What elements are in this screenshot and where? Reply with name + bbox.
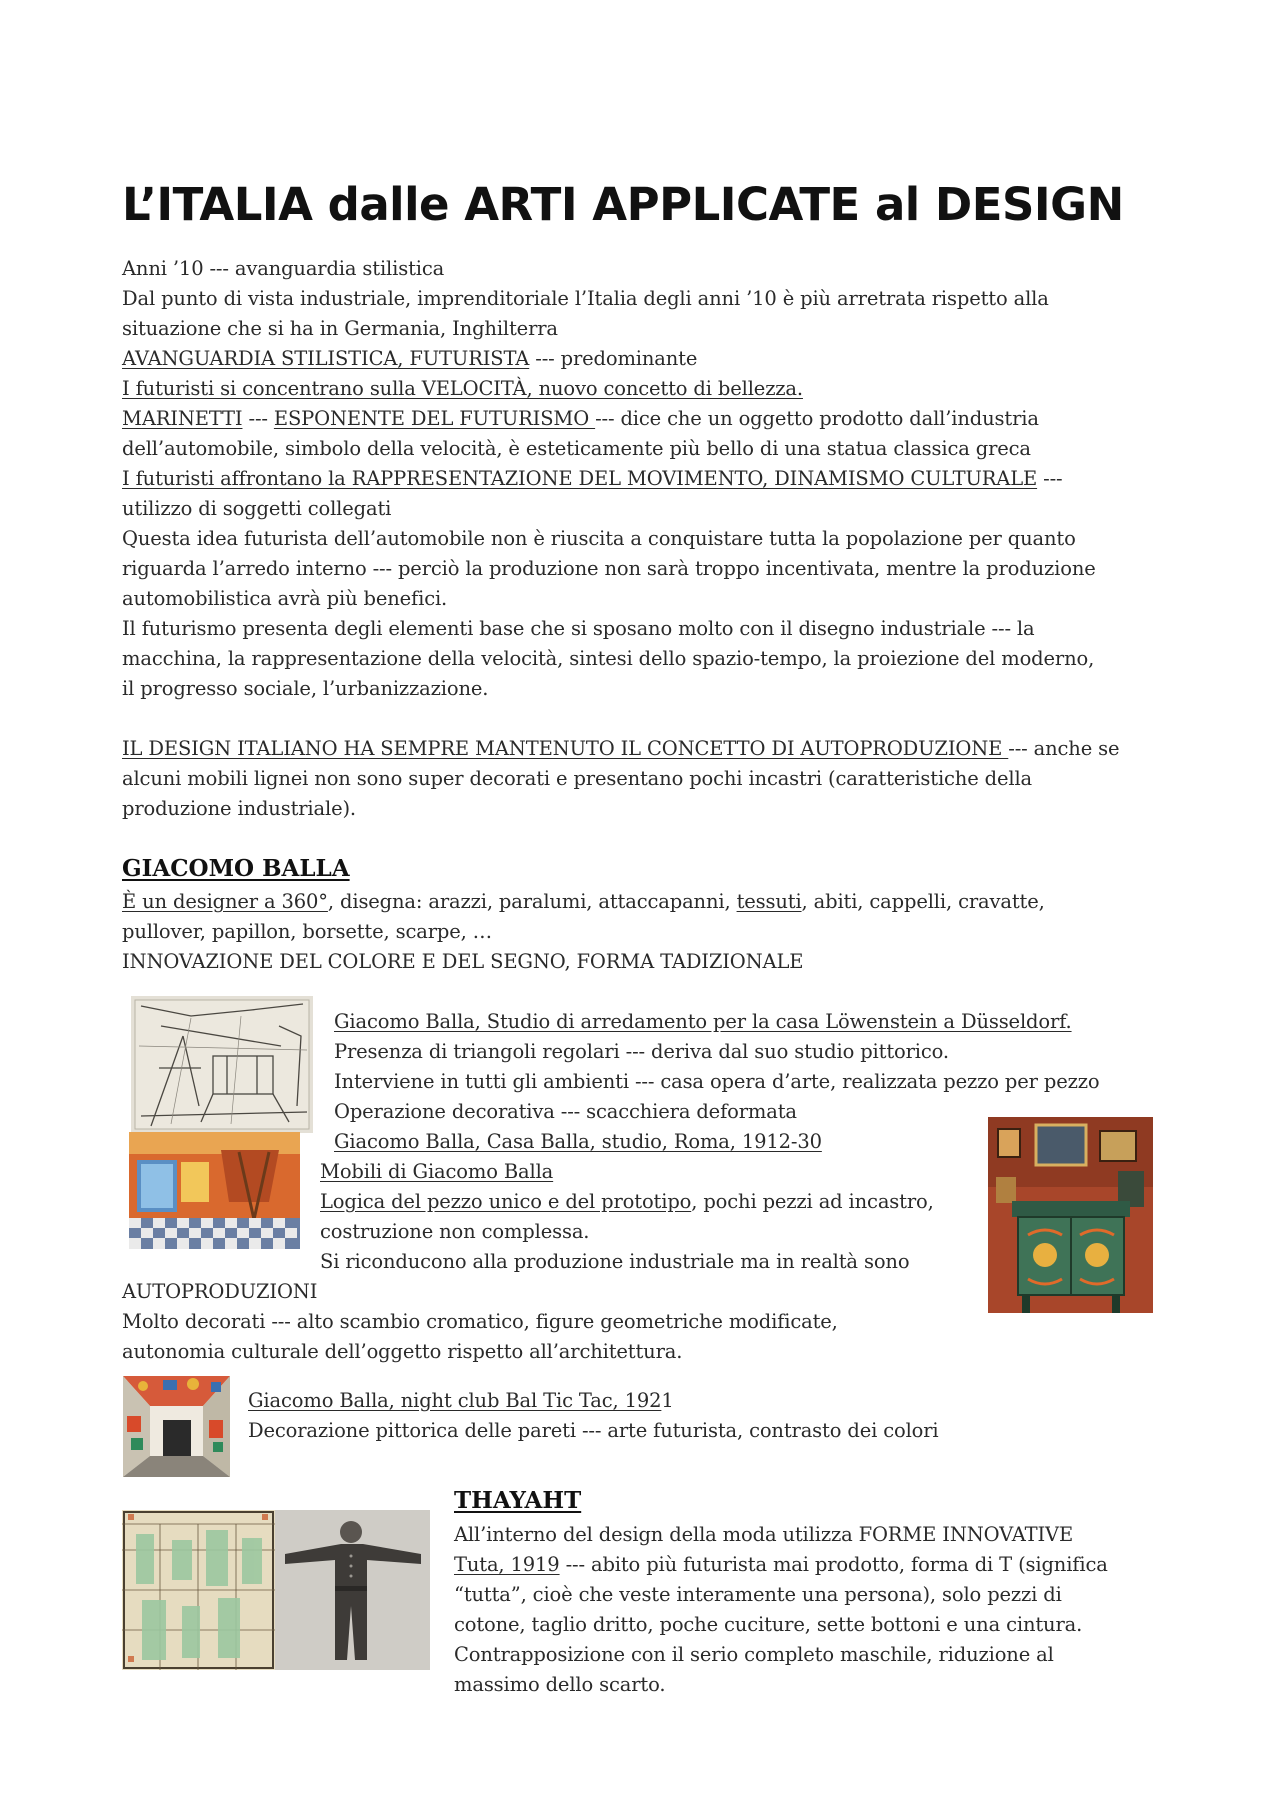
autoproduzione-phrase: IL DESIGN ITALIANO HA SEMPRE MANTENUTO IL CONCETTO DI AUTOPRODUZIONE: [122, 737, 1009, 760]
balla-list-rest: , abiti, cappelli, cravatte,: [801, 890, 1045, 913]
bal-tic-tac-image: [123, 1376, 230, 1477]
lowenstein-sketch-image: [131, 996, 313, 1133]
predominante-text: --- predominante: [529, 347, 698, 370]
balla-line-autoproduzioni: AUTOPRODUZIONI: [122, 1280, 318, 1303]
marinetti-phrase: MARINETTI: [122, 407, 243, 430]
balla-line-3: INNOVAZIONE DEL COLORE E DEL SEGNO, FORMA TADIZIONALE: [122, 950, 804, 973]
intro-line-10: Questa idea futurista dell’automobile non è riuscita a conquistare tutta la popolazione per quanto: [122, 527, 1076, 550]
separator-text: ---: [242, 407, 274, 430]
tuta-photo-image: [275, 1510, 430, 1670]
balla-side-line-9: Si riconducono alla produzione industriale ma in realtà sono: [320, 1250, 910, 1273]
intro-line-11: riguarda l’arredo interno --- perciò la produzione non sarà troppo incentivata, mentre la produzione: [122, 557, 1096, 580]
esponente-phrase: ESPONENTE DEL FUTURISMO: [273, 407, 596, 430]
balla-line-autonomia: autonomia culturale dell’oggetto rispetto all’architettura.: [122, 1340, 683, 1363]
designer-360-phrase: È un designer a 360°: [122, 890, 328, 913]
balla-line-2: pullover, papillon, borsette, scarpe, …: [122, 920, 493, 943]
night-club-line-1: [248, 1386, 674, 1416]
intro-line-8: [122, 464, 1062, 494]
balla-side-line-6: Mobili di Giacomo Balla: [320, 1160, 554, 1183]
balla-line-decorati: Molto decorati --- alto scambio cromatico, figure geometriche modificate,: [122, 1310, 838, 1333]
thayaht-line-2: [454, 1550, 1108, 1580]
intro-line-2: Dal punto di vista industriale, imprenditoriale l’Italia degli anni ’10 è più arretrata rispetto alla: [122, 287, 1049, 310]
balla-line-1: [122, 887, 1045, 917]
balla-side-line-7: [320, 1187, 934, 1217]
casa-balla-image: [129, 1132, 300, 1249]
thayaht-line-6: massimo dello scarto.: [454, 1673, 666, 1696]
page-title: L’ITALIA dalle ARTI APPLICATE al DESIGN: [122, 178, 1124, 231]
intro-line-3: situazione che si ha in Germania, Inghilterra: [122, 317, 558, 340]
tessuti-word: tessuti: [736, 890, 802, 913]
pezzo-unico-phrase: Logica del pezzo unico e del prototipo: [320, 1190, 692, 1213]
tuta-description: --- abito più futurista mai prodotto, forma di T (significa: [559, 1553, 1108, 1576]
tuta-pattern-image: [122, 1510, 275, 1670]
balla-list-text: , disegna: arazzi, paralumi, attaccapanni,: [327, 890, 737, 913]
thayaht-line-5: Contrapposizione con il serio completo maschile, riduzione al: [454, 1643, 1054, 1666]
design-line-1: [122, 734, 1119, 764]
avanguardia-phrase: AVANGUARDIA STILISTICA, FUTURISTA: [122, 347, 530, 370]
balla-side-line-5: Giacomo Balla, Casa Balla, studio, Roma, 1912-30: [334, 1130, 822, 1153]
intro-line-9: utilizzo di soggetti collegati: [122, 497, 392, 520]
intro-line-5: I futuristi si concentrano sulla VELOCITÀ, nuovo concetto di bellezza.: [122, 377, 803, 400]
intro-line-1: Anni ’10 --- avanguardia stilistica: [122, 257, 445, 280]
balla-side-line-1: Giacomo Balla, Studio di arredamento per la casa Löwenstein a Düsseldorf.: [334, 1010, 1072, 1033]
thayaht-heading: THAYAHT: [454, 1487, 582, 1514]
balla-side-line-8: costruzione non complessa.: [320, 1220, 590, 1243]
night-club-line-2: Decorazione pittorica delle pareti --- arte futurista, contrasto dei colori: [248, 1419, 939, 1442]
pezzo-unico-rest: , pochi pezzi ad incastro,: [691, 1190, 934, 1213]
design-line-2: alcuni mobili lignei non sono super decorati e presentano pochi incastri (caratteristiche della: [122, 767, 1033, 790]
balla-side-line-4: Operazione decorativa --- scacchiera deformata: [334, 1100, 797, 1123]
thayaht-line-4: cotone, taglio dritto, poche cuciture, sette bottoni e una cintura.: [454, 1613, 1083, 1636]
balla-side-line-2: Presenza di triangoli regolari --- deriva dal suo studio pittorico.: [334, 1040, 949, 1063]
design-rest: --- anche se: [1008, 737, 1120, 760]
marinetti-rest: --- dice che un oggetto prodotto dall’industria: [595, 407, 1039, 430]
balla-side-line-3: Interviene in tutti gli ambienti --- casa opera d’arte, realizzata pezzo per pezzo: [334, 1070, 1100, 1093]
night-club-title-end: 1: [661, 1389, 674, 1412]
thayaht-line-1: All’interno del design della moda utilizza FORME INNOVATIVE: [454, 1523, 1074, 1546]
intro-line-4: [122, 344, 697, 374]
movimento-phrase: I futuristi affrontano la RAPPRESENTAZIONE DEL MOVIMENTO, DINAMISMO CULTURALE: [122, 467, 1038, 490]
design-line-3: produzione industriale).: [122, 797, 356, 820]
intro-line-15: il progresso sociale, l’urbanizzazione.: [122, 677, 489, 700]
intro-line-12: automobilistica avrà più benefici.: [122, 587, 448, 610]
intro-line-7: dell’automobile, simbolo della velocità, è esteticamente più bello di una statua classica greca: [122, 437, 1031, 460]
tuta-1919-phrase: Tuta, 1919: [454, 1553, 560, 1576]
intro-line-14: macchina, la rappresentazione della velocità, sintesi dello spazio-tempo, la proiezione del moderno,: [122, 647, 1095, 670]
intro-line-6: [122, 404, 1039, 434]
balla-furniture-image: [988, 1117, 1153, 1313]
thayaht-line-3: “tutta”, cioè che veste interamente una persona), solo pezzi di: [454, 1583, 1062, 1606]
balla-heading: GIACOMO BALLA: [122, 855, 350, 882]
intro-line-13: Il futurismo presenta degli elementi base che si sposano molto con il disegno industriale --- la: [122, 617, 1035, 640]
movimento-rest: ---: [1037, 467, 1063, 490]
night-club-title: Giacomo Balla, night club Bal Tic Tac, 192: [248, 1389, 662, 1412]
